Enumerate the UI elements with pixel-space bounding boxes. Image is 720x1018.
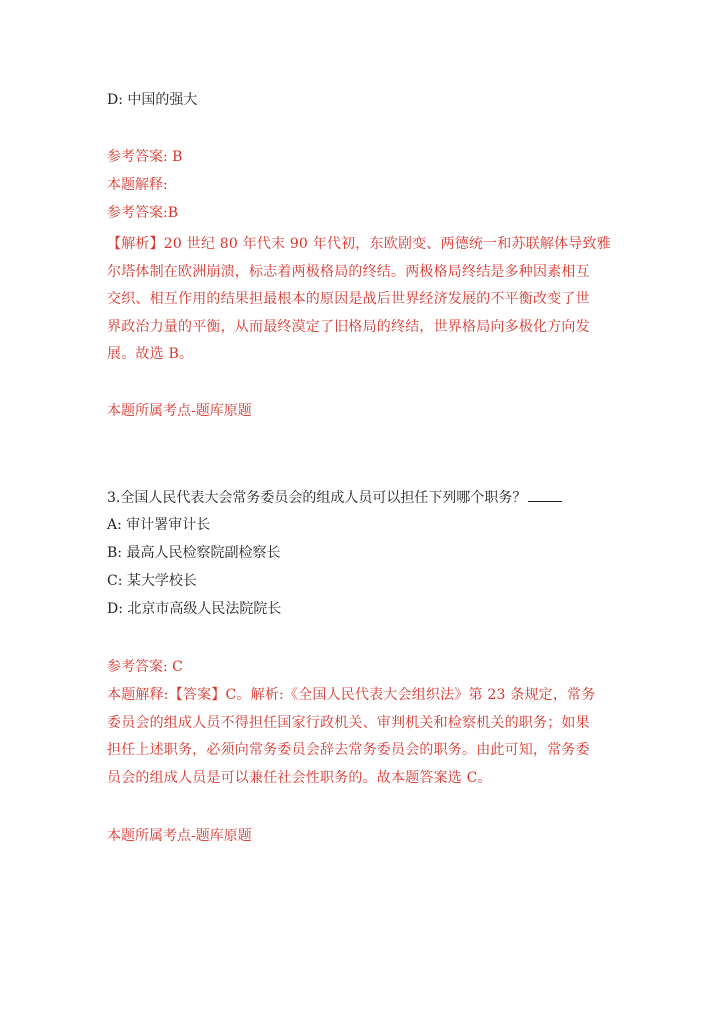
- q2-analysis-line: 【解析】20 世纪 80 年代末 90 年代初，东欧剧变、两德统一和苏联解体导致雅: [107, 236, 611, 252]
- q3-explanation-line: 员会的组成人员是可以兼任社会性职务的。故本题答案选 C。: [107, 769, 492, 786]
- q3-option-d: D: 北京市高级人民法院院长: [107, 601, 282, 617]
- answer-blank: [528, 487, 562, 502]
- q3-answer: 参考答案: C: [107, 659, 183, 675]
- q2-answer-repeat: 参考答案:B: [107, 205, 179, 221]
- q2-analysis-line: 交织、相互作用的结果担最根本的原因是战后世界经济发展的不平衡改变了世: [107, 291, 590, 307]
- q2-source: 本题所属考点-题库原题: [107, 403, 252, 419]
- q2-explanation-label: 本题解释:: [107, 177, 168, 193]
- q3-explanation-line: 担任上述职务，必须向常务委员会辞去常务委员会的职务。由此可知，常务委: [107, 742, 590, 758]
- q3-explanation: [107, 682, 607, 792]
- q2-analysis: [107, 231, 611, 369]
- q3-option-a: A: 审计署审计长: [107, 517, 211, 533]
- q2-analysis-line: 界政治力量的平衡，从而最终漠定了旧格局的终结，世界格局向多极化方向发: [107, 318, 590, 335]
- q3-question-text: 3.全国人民代表大会常务委员会的组成人员可以担任下列哪个职务？: [107, 490, 527, 506]
- q3-option-c: C: 某大学校长: [107, 573, 197, 589]
- q2-option-d: D: 中国的强大: [107, 92, 198, 108]
- q2-analysis-line: 展。故选 B。: [107, 346, 194, 362]
- q2-analysis-line: 尔塔体制在欧洲崩溃，标志着两极格局的终结。两极格局终结是多种因素相互: [107, 263, 590, 280]
- q3-explanation-line: 本题解释:【答案】C。解析:《全国人民代表大会组织法》第 23 条规定，常务: [107, 687, 596, 703]
- q3-explanation-line: 委员会的组成人员不得担任国家行政机关、审判机关和检察机关的职务；如果: [107, 714, 590, 731]
- q3-source: 本题所属考点-题库原题: [107, 828, 252, 844]
- q2-answer: 参考答案: B: [107, 149, 183, 165]
- q3-option-b: B: 最高人民检察院副检察长: [107, 545, 281, 561]
- q3-question: [107, 487, 562, 508]
